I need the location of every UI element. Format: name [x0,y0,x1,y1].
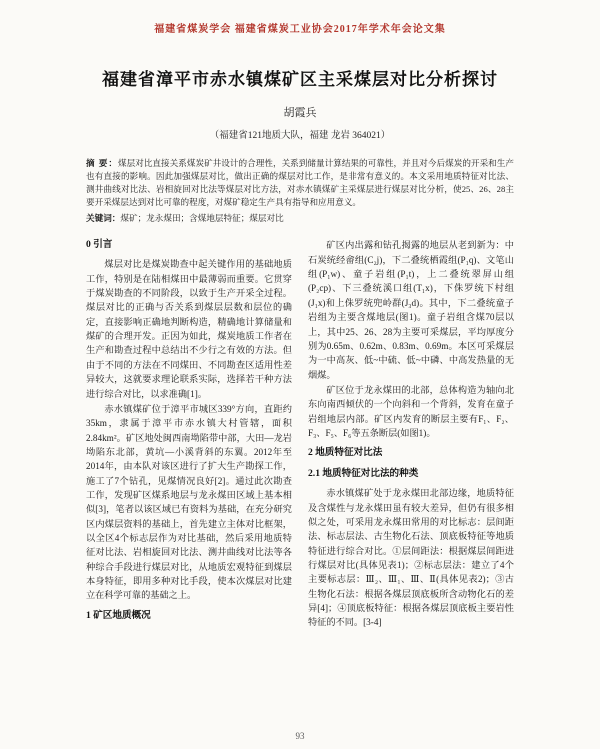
section-heading-intro: 0 引言 [86,239,113,251]
paragraph: 赤水镇煤矿处于龙永煤田北部边缘，地质特征及含煤性与龙永煤田虽有较大差异，但仍有很多相似之处，可采用龙永煤田常用的对比标志：层间距法、标志层法、古生物化石法、顶底板特征等地质特征进行综合对比。①层间距法：根据煤层间距进行煤层对比(具体见表1)；②标志层法：建立了4个主要标志层：Ⅲ₂、Ⅲ₁、Ⅲ、Ⅱ(具体见表2)；③古生物化石法：根据各煤层顶底板所含动物化石的差异[4]；④顶底板特征：根据各煤层顶底板主要岩性特征的不同。[3-4] [308,488,514,628]
paragraph: 煤层对比是煤炭勘查中起关键作用的基础地质工作，特别是在陆相煤田中最薄弱而重要。它贯穿于煤炭勘查的不同阶段，以致于生产开采全过程。煤层对比的正确与否关系到煤层层数和层位的确定，直接影响正确地判断构造，精确地计算储量和煤矿的合理开发。正因为如此，煤炭地质工作者在生产和勘查过程中总结出不少行之有效的方法。但由于不同的方法在不同煤田、不同勘查区适用性差异较大，这就要求理论联系实际，选择若干种方法进行综合对比，以求准确[1]。 [86,259,292,399]
abstract-text: 煤层对比直接关系煤炭矿井设计的合理性，关系到储量计算结果的可靠性，并且对今后煤炭的开采和生产也有直接的影响。因此加强煤层对比，做出正确的煤层对比工作，是非常有意义的。本文采用地质特征对比法、测井曲线对比法、岩相旋回对比法等煤层对比方法，对赤水镇煤矿主采煤层进行煤层对比分析，使25、26、28主要开采煤层达到对比可靠的程度，对煤矿稳定生产具有指导和应用意义。 [86,158,514,207]
proceedings-header: 福建省煤炭学会 福建省煤炭工业协会2017年学术年会论文集 [154,24,446,35]
keywords-text: 煤矿；龙永煤田；含煤地层特征；煤层对比 [120,212,284,223]
paragraph: 赤水镇煤矿位于漳平市城区339°方向，直距约35km，隶属于漳平市赤水镇大村管辖，面积2.84km²。矿区地处闽西南坳陷带中部，大田—龙岩坳陷东北部，黄坑—小溪背斜的东翼。2012年至2014年，由本队对该区进行了扩大生产勘探工作，施工了7个钻孔，见煤情况良好[2]。通过此次勘查工作，发现矿区煤系地层与龙永煤田区域上基本相似[3]，笔者以该区域已有资料为基础，在充分研究区内煤层资料的基础上，首先建立主体对比框架，以全区4个标志层作为对比基础，然后采用地质特征对比法、岩相旋回对比法、测井曲线对比法等各种综合手段进行煤层对比，从地质宏观特征到煤层本身特征，即用多种对比手段，使本次煤层对比建立在科学可靠的基础之上。 [86,403,292,601]
page-number: 93 [295,731,305,741]
paragraph: 矿区内出露和钻孔揭露的地层从老到新为：中石炭统经畲组(C₂j)，下二叠统栖霞组(P₁q)、文笔山组(P₁w)、童子岩组(P₁t)，上二叠统翠屏山组(P₂cp)、下三叠统溪口组(T₁x)，下侏罗统下村组(J₁x)和上侏罗统兜岭群(J₃d)。其中，下二叠统童子岩组为主要含煤地层(图1)。童子岩组含煤70层以上，其中25、26、28为主要可采煤层，平均厚度分别为0.65m、0.62m、0.83m、0.69m。本区可采煤层为一中高灰、低~中硫、低~中磷、中高发热量的无烟煤。 [308,240,514,380]
page-content [86,65,514,630]
keywords [86,212,514,225]
paragraph: 矿区位于龙永煤田的北部，总体构造为轴向北东向南西倾伏的一个向斜和一个背斜，发育在童子岩组地层内部。矿区内发育的断层主要有F₁、F₂、F₃、F₅、F₆等五条断层(如图1)。 [308,384,514,438]
affiliation: （福建省121地质大队，福建 龙岩 364021） [209,131,391,141]
section-heading-method-sub: 2.1 地质特征对比法的种类 [308,468,419,480]
section-heading-geology: 1 矿区地质概况 [86,609,151,621]
body-columns [86,238,514,629]
section-heading-method: 2 地质特征对比法 [308,447,383,459]
abstract [86,157,514,209]
abstract-label: 摘 要： [86,158,118,168]
author-name: 胡霞兵 [283,107,317,119]
paper-title: 福建省漳平市赤水镇煤矿区主采煤层对比分析探讨 [102,70,498,89]
left-column [86,238,292,629]
right-column [308,238,514,629]
keywords-label: 关键词： [86,212,121,223]
